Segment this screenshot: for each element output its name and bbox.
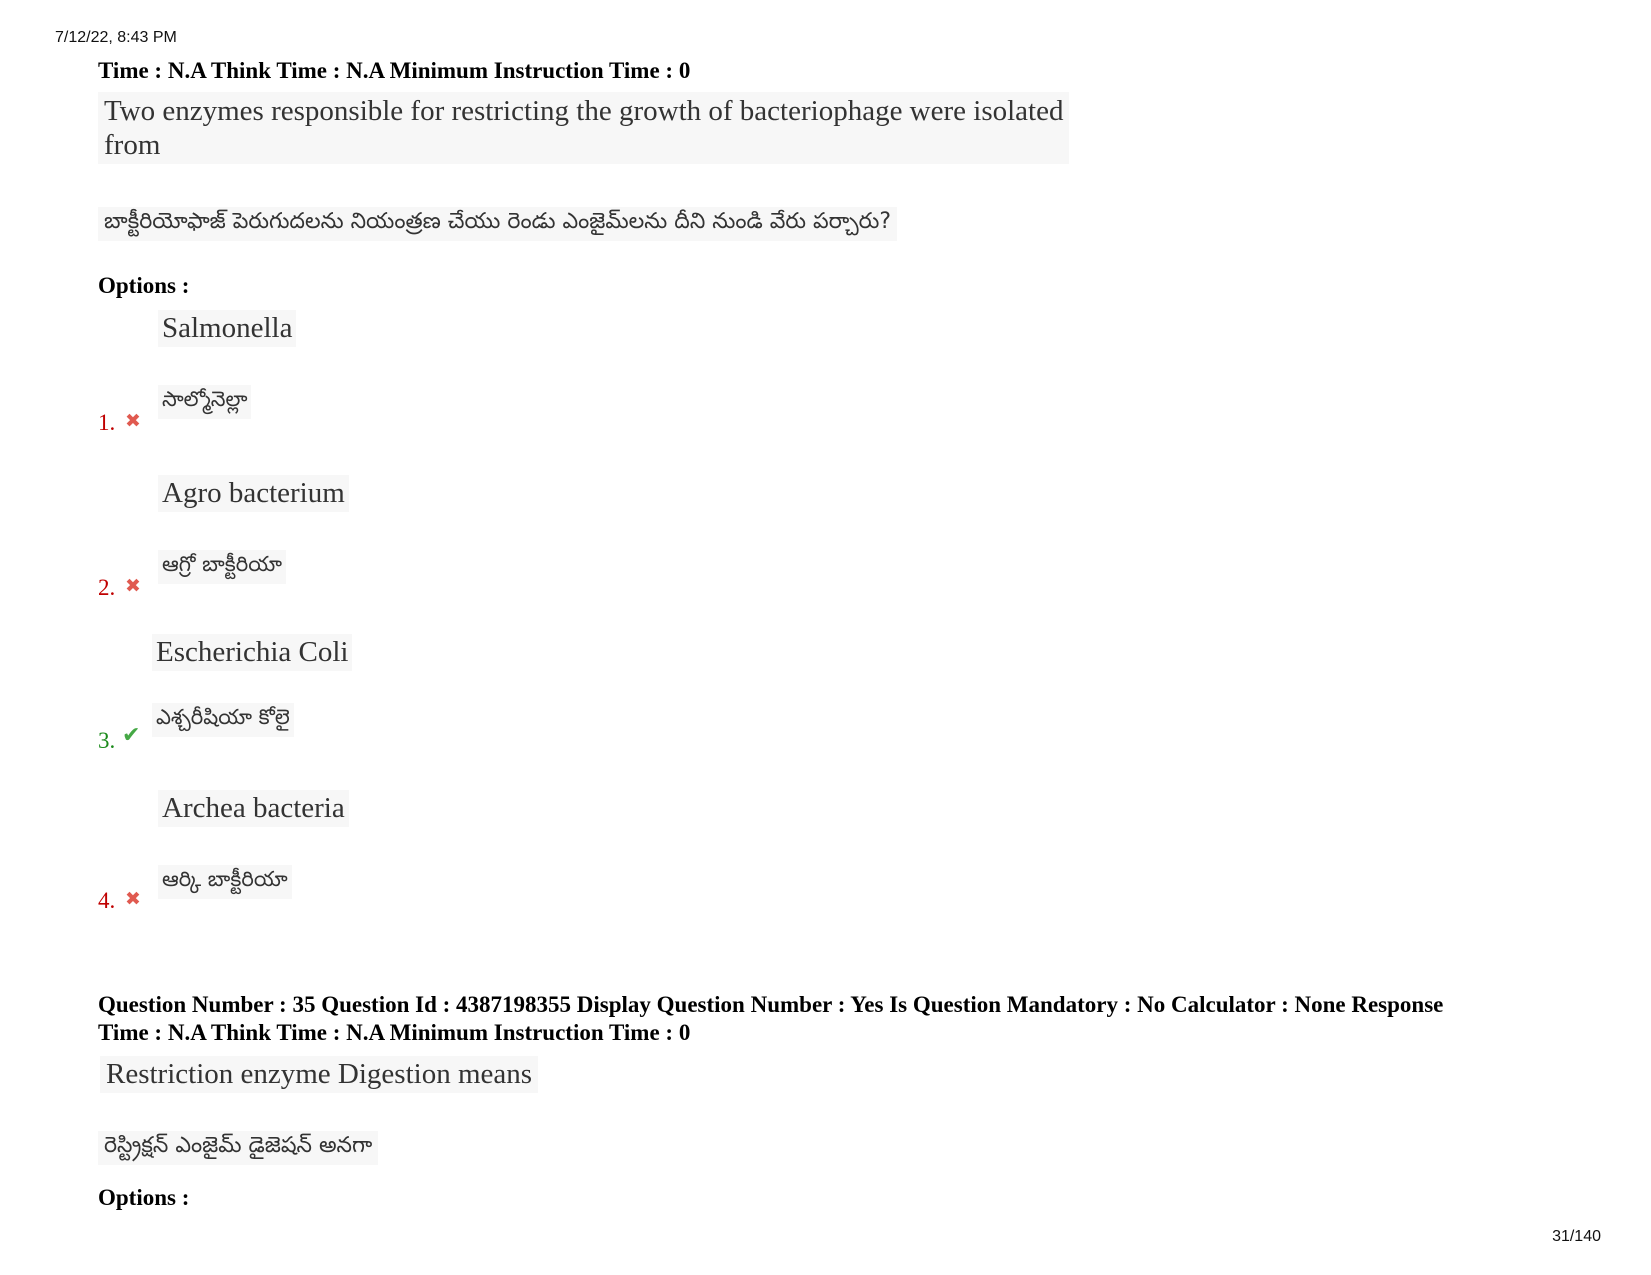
option-2-number: 2. bbox=[98, 575, 116, 600]
question-meta-line: Time : N.A Think Time : N.A Minimum Instruction Time : 0 bbox=[98, 58, 691, 83]
option-4-number: 4. bbox=[98, 888, 116, 913]
option-2-english: Agro bacterium bbox=[158, 475, 349, 512]
option-1-telugu: సాల్మోనెల్లా bbox=[158, 385, 251, 419]
print-datetime: 7/12/22, 8:43 PM bbox=[55, 29, 177, 46]
option-1-english: Salmonella bbox=[158, 310, 296, 347]
question-text-line-1: Two enzymes responsible for restricting the growth of bacteriophage were isolated bbox=[104, 95, 1064, 127]
cross-icon: ✖ bbox=[125, 575, 141, 597]
question-35-meta-line-2: Time : N.A Think Time : N.A Minimum Instruction Time : 0 bbox=[98, 1020, 691, 1045]
question-35-text-english: Restriction enzyme Digestion means bbox=[100, 1056, 538, 1093]
cross-icon: ✖ bbox=[125, 410, 141, 432]
option-2-telugu: ఆగ్రో బాక్టీరియా bbox=[158, 550, 286, 584]
question-35-text-telugu: రెస్ట్రిక్షన్ ఎంజైమ్ డైజెషన్ అనగా bbox=[98, 1131, 378, 1165]
page-number: 31/140 bbox=[1552, 1228, 1601, 1245]
question-text-telugu: బాక్టీరియోఫాజ్ పెరుగుదలను నియంత్రణ చేయు రెండు ఎంజైమ్‌లను దీని నుండి వేరు పర్చారు? bbox=[98, 207, 897, 241]
option-3-english: Escherichia Coli bbox=[152, 634, 352, 671]
question-text-english bbox=[98, 92, 1069, 164]
options-label: Options : bbox=[98, 273, 190, 298]
option-4-telugu: ఆర్కి బాక్టీరియా bbox=[158, 865, 292, 899]
cross-icon: ✖ bbox=[125, 888, 141, 910]
option-3-telugu: ఎశ్చరీషియా కోలై bbox=[152, 703, 294, 737]
option-3-number: 3. bbox=[98, 728, 116, 753]
check-icon: ✔ bbox=[122, 723, 141, 748]
option-4-english: Archea bacteria bbox=[158, 790, 349, 827]
question-35-meta-line-1: Question Number : 35 Question Id : 4387198355 Display Question Number : Yes Is Question Mandatory : No Calculator : None Response bbox=[98, 992, 1444, 1017]
question-35-options-label: Options : bbox=[98, 1185, 190, 1210]
question-text-line-2: from bbox=[104, 129, 161, 161]
option-1-number: 1. bbox=[98, 410, 116, 435]
